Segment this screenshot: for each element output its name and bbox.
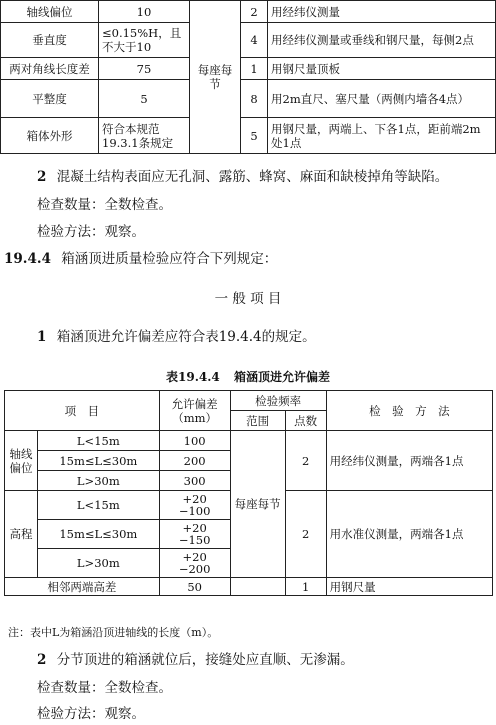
table-note: 注：表中L为箱涵沿顶进轴线的长度（m）。 [8, 626, 219, 639]
last-method: 用钢尺量 [326, 578, 492, 596]
t1-tol: 10 [99, 1, 190, 23]
axis-tol: 300 [159, 471, 230, 491]
clause-text: 箱涵顶进质量检验应符合下列规定： [61, 251, 278, 267]
last-count: 1 [285, 578, 326, 596]
para1 [37, 168, 448, 186]
scope-cell: 每座每节 [230, 431, 285, 578]
elev-tol [159, 549, 230, 578]
header-method: 检 验 方 法 [326, 391, 492, 431]
t1-tol: 符合本规范19.3.1条规定 [99, 118, 190, 154]
axis-method: 用经纬仪测量，两端各1点 [326, 431, 492, 491]
header-tol: 允许偏差（mm） [159, 391, 230, 431]
last-range [230, 578, 285, 596]
section-title: 一 般 项 目 [214, 291, 282, 307]
t1-item: 轴线偏位 [1, 1, 99, 23]
check1: 检查数量：全数检查。 [37, 197, 172, 213]
top-table [0, 0, 496, 154]
para3-text: 分节顶进的箱涵就位后，接缝处应直顺、无渗漏。 [56, 652, 354, 668]
t1-count: 5 [241, 118, 268, 154]
para2-text: 箱涵顶进允许偏差应符合表19.4.4的规定。 [56, 329, 316, 345]
t1-tol: 5 [99, 80, 190, 118]
check2: 检查数量：全数检查。 [37, 680, 172, 696]
elev-tol-bot: −150 [178, 533, 211, 547]
elev-tol [159, 491, 230, 520]
caption-num: 表19.4.4 [166, 370, 220, 384]
t1-count: 2 [241, 1, 268, 23]
method1: 检验方法：观察。 [37, 224, 145, 240]
elev-cond: 15m≤L≤30m [38, 520, 160, 549]
axis-cond: 15m≤L≤30m [38, 451, 160, 471]
elev-tol-top: +20 [182, 492, 207, 506]
para2 [37, 328, 316, 346]
axis-cond: L<15m [38, 431, 160, 451]
para1-text: 混凝土结构表面应无孔洞、露筋、蜂窝、麻面和缺棱掉角等缺陷。 [56, 169, 449, 185]
t1-count: 1 [241, 58, 268, 80]
method2: 检验方法：观察。 [37, 706, 145, 722]
elev-label: 高程 [5, 491, 38, 578]
t1-item: 平整度 [1, 80, 99, 118]
table-19-4-4 [4, 390, 493, 596]
elev-method: 用水准仪测量，两端各1点 [326, 491, 492, 578]
elev-tol [159, 520, 230, 549]
para2-num: 1 [37, 329, 47, 345]
t1-method: 用经纬仪测量 [268, 1, 496, 23]
elev-cond: L>30m [38, 549, 160, 578]
t1-method: 用2m直尺、塞尺量（两侧内墙各4点） [268, 80, 496, 118]
header-range: 范围 [230, 411, 285, 431]
last-item: 相邻两端高差 [5, 578, 160, 596]
t1-item: 两对角线长度差 [1, 58, 99, 80]
last-tol: 50 [159, 578, 230, 596]
axis-tol: 200 [159, 451, 230, 471]
elev-cond: L<15m [38, 491, 160, 520]
t1-tol: ≤0.15%H，且不大于10 [99, 23, 190, 58]
header-freq: 检验频率 [230, 391, 326, 411]
t1-item: 箱体外形 [1, 118, 99, 154]
t1-method: 用钢尺量顶板 [268, 58, 496, 80]
elev-tol-bot: −100 [178, 504, 211, 518]
clause [4, 250, 277, 268]
clause-num: 19.4.4 [4, 251, 51, 267]
t1-method: 用经纬仪测量或垂线和钢尺量，每侧2点 [268, 23, 496, 58]
para3-num: 2 [37, 652, 47, 668]
t1-tol: 75 [99, 58, 190, 80]
para3 [37, 651, 354, 669]
caption-text: 箱涵顶进允许偏差 [233, 370, 330, 384]
elev-tol-bot: −200 [178, 562, 211, 576]
table-caption [0, 368, 496, 385]
t1-method: 用钢尺量，两端上、下各1点，距前端2m处1点 [268, 118, 496, 154]
axis-label: 轴线偏位 [5, 431, 38, 491]
elev-tol-top: +20 [182, 550, 207, 564]
para1-num: 2 [37, 169, 47, 185]
axis-tol: 100 [159, 431, 230, 451]
axis-cond: L>30m [38, 471, 160, 491]
t1-item: 垂直度 [1, 23, 99, 58]
header-item: 项 目 [5, 391, 160, 431]
t1-count: 4 [241, 23, 268, 58]
elev-tol-top: +20 [182, 521, 207, 535]
t1-scope: 每座每节 [190, 1, 241, 154]
elev-count: 2 [285, 491, 326, 578]
axis-count: 2 [285, 431, 326, 491]
t1-count: 8 [241, 80, 268, 118]
header-count: 点数 [285, 411, 326, 431]
